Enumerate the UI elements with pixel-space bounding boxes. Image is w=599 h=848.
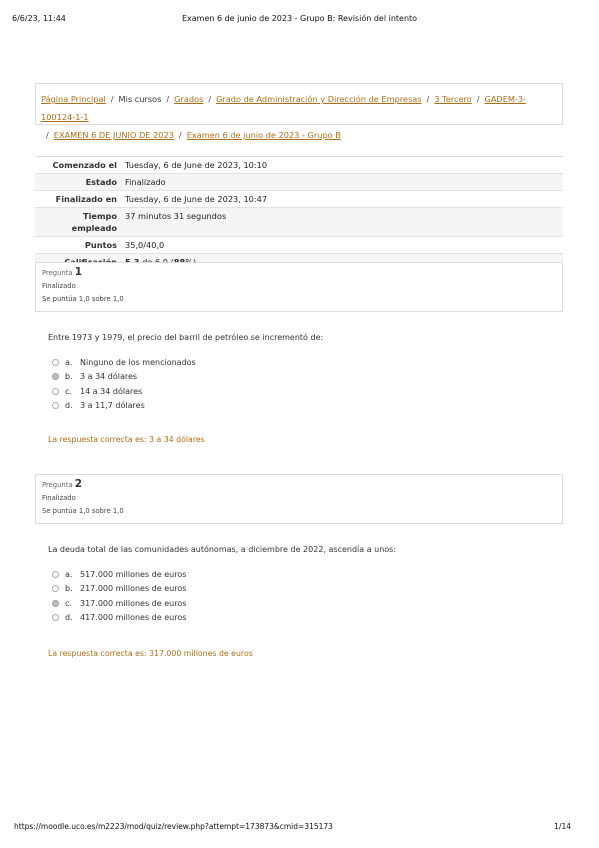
question-number-value: 2	[74, 478, 83, 490]
question-grade: Se puntúa 1,0 sobre 1,0	[42, 295, 124, 303]
answer-option[interactable]	[52, 567, 186, 582]
breadcrumb-separator: /	[208, 94, 212, 104]
breadcrumb-course[interactable]: GADEM-3-100124-1-1	[41, 94, 527, 122]
radio-icon[interactable]	[52, 388, 59, 395]
page-counter: 1/14	[554, 822, 571, 831]
question-text: La deuda total de las comunidades autónomas, a diciembre de 2022, ascendía a unos:	[48, 545, 397, 554]
option-letter: c.	[65, 386, 72, 396]
summary-label: Comenzado el	[35, 157, 121, 174]
print-url: https://moodle.uco.es/m2223/mod/quiz/review.php?attempt=173873&cmid=315173	[14, 822, 333, 831]
summary-row-marks	[35, 237, 563, 254]
radio-checked-icon[interactable]	[52, 373, 59, 380]
breadcrumb-separator: /	[46, 130, 49, 140]
summary-label: Puntos	[35, 237, 121, 254]
summary-label: Finalizado en	[35, 191, 121, 208]
option-letter: d.	[65, 401, 73, 411]
option-letter: c.	[65, 598, 72, 608]
breadcrumb-exam-section[interactable]: EXAMEN 6 DE JUNIO DE 2023	[53, 130, 174, 140]
summary-row-finished	[35, 191, 563, 208]
answer-option[interactable]	[52, 596, 186, 611]
question-number	[42, 266, 556, 280]
answer-option[interactable]	[52, 384, 196, 399]
print-page-title: Examen 6 de junio de 2023 - Grupo B: Revisión del intento	[181, 14, 418, 23]
question-number	[42, 478, 556, 492]
answer-option[interactable]	[52, 399, 196, 414]
breadcrumb	[35, 83, 563, 140]
breadcrumb-my-courses: Mis cursos	[118, 94, 162, 104]
option-text: 3 a 34 dólares	[80, 372, 138, 382]
answer-option[interactable]	[52, 582, 186, 597]
summary-row-started	[35, 157, 563, 174]
summary-value: Tuesday, 6 de June de 2023, 10:10	[121, 157, 563, 174]
question-number-value: 1	[74, 266, 83, 278]
breadcrumb-separator: /	[178, 130, 182, 140]
question-prefix: Pregunta	[42, 269, 73, 277]
option-text: 317.000 millones de euros	[80, 598, 187, 608]
radio-icon[interactable]	[52, 571, 59, 578]
breadcrumb-separator: /	[166, 94, 170, 104]
breadcrumb-separator: /	[476, 94, 480, 104]
option-text: Ninguno de los mencionados	[80, 357, 196, 367]
summary-label: Tiempo empleado	[35, 208, 121, 237]
summary-row-time-taken	[35, 208, 563, 237]
question-info-box	[35, 262, 563, 312]
breadcrumb-separator: /	[426, 94, 430, 104]
attempt-summary-table	[35, 156, 563, 270]
breadcrumb-quiz[interactable]: Examen 6 de junio de 2023 - Grupo B	[186, 130, 341, 140]
breadcrumb-year[interactable]: 3 Tercero	[434, 94, 472, 104]
radio-icon[interactable]	[52, 614, 59, 621]
radio-icon[interactable]	[52, 359, 59, 366]
question-grade: Se puntúa 1,0 sobre 1,0	[42, 507, 124, 515]
radio-icon[interactable]	[52, 585, 59, 592]
breadcrumb-home[interactable]: Página Principal	[41, 94, 106, 104]
print-datetime: 6/6/23, 11:44	[12, 14, 66, 23]
answer-options	[52, 355, 196, 413]
summary-value: 35,0/40,0	[121, 237, 563, 254]
option-letter: d.	[65, 613, 73, 623]
option-text: 517.000 millones de euros	[80, 569, 187, 579]
breadcrumb-degree[interactable]: Grado de Administración y Dirección de Empresas	[216, 94, 422, 104]
question-state: Finalizado	[42, 494, 76, 502]
answer-option[interactable]	[52, 370, 196, 385]
option-text: 417.000 millones de euros	[80, 613, 187, 623]
radio-icon[interactable]	[52, 402, 59, 409]
option-letter: b.	[65, 372, 73, 382]
option-letter: a.	[65, 569, 73, 579]
option-text: 3 a 11,7 dólares	[80, 401, 145, 411]
right-answer-feedback: La respuesta correcta es: 3 a 34 dólares	[48, 435, 205, 444]
option-text: 217.000 millones de euros	[80, 584, 187, 594]
summary-label: Estado	[35, 174, 121, 191]
option-text: 14 a 34 dólares	[80, 386, 143, 396]
option-letter: b.	[65, 584, 73, 594]
radio-checked-icon[interactable]	[52, 600, 59, 607]
question-state: Finalizado	[42, 282, 76, 290]
breadcrumb-separator: /	[110, 94, 114, 104]
question-info-box	[35, 474, 563, 524]
summary-value: Tuesday, 6 de June de 2023, 10:47	[121, 191, 563, 208]
answer-option[interactable]	[52, 355, 196, 370]
question-prefix: Pregunta	[42, 481, 73, 489]
summary-value: 37 minutos 31 segundos	[121, 208, 563, 237]
option-letter: a.	[65, 357, 73, 367]
right-answer-feedback: La respuesta correcta es: 317.000 millones de euros	[48, 649, 253, 658]
breadcrumb-grados[interactable]: Grados	[174, 94, 204, 104]
summary-row-state	[35, 174, 563, 191]
question-text: Entre 1973 y 1979, el precio del barril de petróleo se incrementó de:	[48, 333, 324, 342]
answer-option[interactable]	[52, 611, 186, 626]
answer-options	[52, 567, 186, 625]
summary-value: Finalizado	[121, 174, 563, 191]
